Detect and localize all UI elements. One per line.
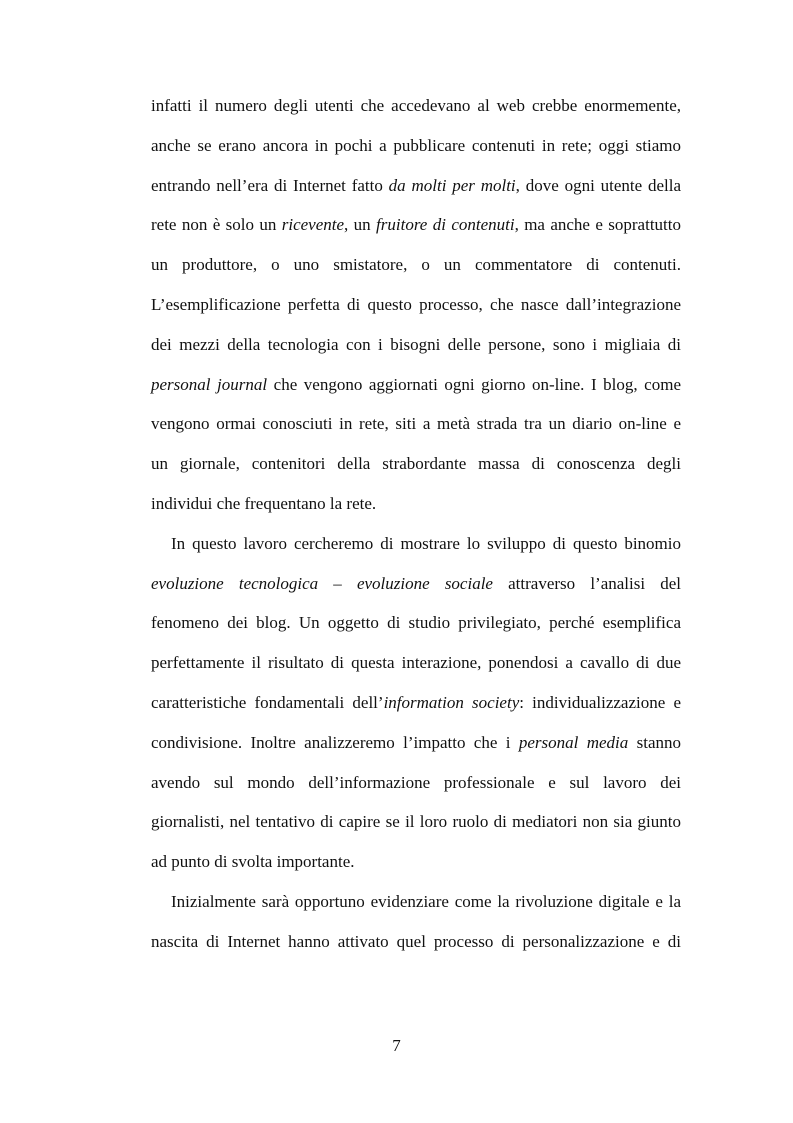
text-line bbox=[151, 404, 681, 444]
text-line bbox=[151, 564, 681, 604]
text-segment: , un bbox=[344, 215, 377, 235]
text-segment: Inizialmente sarà opportuno evidenziare come la rivoluzione digitale e la bbox=[171, 891, 681, 911]
text-segment: infatti il numero degli utenti che accedevano al web crebbe enormemente, bbox=[151, 96, 681, 115]
text-line bbox=[151, 166, 681, 206]
text-segment: rete non è solo un bbox=[151, 215, 282, 235]
page-number: 7 bbox=[392, 1036, 401, 1055]
text-segment: individui che frequentano la rete. bbox=[151, 493, 377, 513]
text-line bbox=[151, 842, 681, 882]
italic-text: fruitore di contenuti bbox=[376, 215, 515, 235]
text-line bbox=[151, 205, 681, 245]
text-line bbox=[151, 365, 681, 405]
text-line bbox=[151, 484, 681, 524]
text-line bbox=[151, 643, 681, 683]
text-segment: vengono ormai conosciuti in rete, siti a metà strada tra un diario on-line e bbox=[151, 414, 681, 434]
text-segment: : individualizzazione e bbox=[519, 692, 682, 712]
text-segment: un produttore, o uno smistatore, o un commentatore di contenuti. bbox=[151, 255, 681, 275]
text-line bbox=[151, 802, 681, 842]
text-segment: che vengono aggiornati ogni giorno on-line. I blog, come bbox=[267, 374, 681, 394]
text-line bbox=[151, 285, 681, 325]
text-line bbox=[151, 524, 681, 564]
text-line bbox=[151, 882, 681, 922]
text-line bbox=[151, 922, 681, 962]
text-line bbox=[151, 245, 681, 285]
text-segment: un giornale, contenitori della strabordante massa di conoscenza degli bbox=[151, 454, 681, 474]
text-line bbox=[151, 603, 681, 643]
text-segment: fenomeno dei blog. Un oggetto di studio privilegiato, perché esemplifica bbox=[151, 613, 681, 633]
text-segment: , ma anche e soprattutto bbox=[514, 215, 681, 235]
text-line bbox=[151, 86, 681, 126]
text-segment: anche se erano ancora in pochi a pubblicare contenuti in rete; oggi stiamo bbox=[151, 135, 681, 155]
text-line bbox=[151, 723, 681, 763]
body-text bbox=[151, 86, 681, 962]
text-segment: caratteristiche fondamentali dell’ bbox=[151, 692, 384, 712]
italic-text: personal journal bbox=[151, 374, 268, 394]
italic-text: da molti per molti bbox=[388, 175, 516, 195]
italic-text: ricevente bbox=[281, 215, 345, 235]
text-line bbox=[151, 444, 681, 484]
text-segment: nascita di Internet hanno attivato quel processo di personalizzazione e di bbox=[151, 931, 681, 951]
text-segment: In questo lavoro cercheremo di mostrare lo sviluppo di questo binomio bbox=[171, 533, 681, 553]
text-segment: , dove ogni utente della bbox=[515, 175, 681, 195]
text-segment: stanno bbox=[628, 732, 681, 752]
text-segment: attraverso l’analisi del bbox=[492, 573, 681, 593]
text-line bbox=[151, 763, 681, 803]
italic-text: information society bbox=[383, 692, 520, 712]
text-segment: L’esemplificazione perfetta di questo processo, che nasce dall’integrazione bbox=[151, 294, 681, 314]
italic-text: personal media bbox=[518, 732, 629, 752]
text-segment: ad punto di svolta importante. bbox=[151, 852, 355, 872]
text-segment: giornalisti, nel tentativo di capire se il loro ruolo di mediatori non sia giunto bbox=[151, 812, 681, 832]
text-line bbox=[151, 683, 681, 723]
text-segment: dei mezzi della tecnologia con i bisogni delle persone, sono i migliaia di bbox=[151, 334, 681, 354]
text-segment: condivisione. Inoltre analizzeremo l’impatto che i bbox=[151, 732, 519, 752]
italic-text: evoluzione tecnologica – evoluzione sociale bbox=[151, 573, 493, 593]
text-line bbox=[151, 126, 681, 166]
text-segment: avendo sul mondo dell’informazione professionale e sul lavoro dei bbox=[151, 772, 681, 792]
text-segment: entrando nell’era di Internet fatto bbox=[151, 175, 389, 195]
text-segment: perfettamente il risultato di questa interazione, ponendosi a cavallo di due bbox=[151, 653, 681, 673]
text-line bbox=[151, 325, 681, 365]
